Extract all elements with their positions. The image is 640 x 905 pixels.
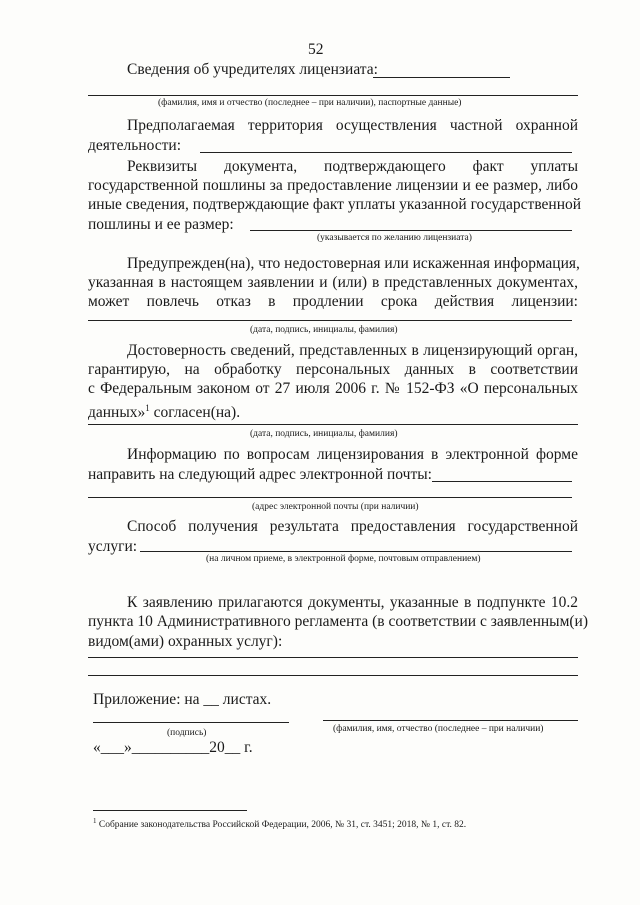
warning-caption: (дата, подпись, инициалы, фамилия)	[250, 325, 398, 335]
consent-caption: (дата, подпись, инициалы, фамилия)	[250, 429, 398, 439]
attached-input-line-2[interactable]	[88, 675, 578, 676]
consent-footnote-mark: 1	[145, 403, 150, 413]
consent-line-3: с Федеральным законом от 27 июля 2006 г. № 152-ФЗ «О персональных	[88, 380, 578, 397]
email-line-1: Информацию по вопросам лицензирования в электронной форме	[127, 446, 578, 463]
fee-caption: (указывается по желанию лицензиата)	[317, 233, 472, 243]
warning-line-1: Предупрежден(на), что недостоверная или искаженная информация,	[127, 255, 580, 272]
footnote-text: Собрание законодательства Российской Федерации, 2006, № 31, ст. 3451; 2018, № 1, ст. 82.	[96, 820, 467, 831]
attached-input-line-1[interactable]	[88, 657, 578, 658]
email-input-line[interactable]	[432, 481, 572, 482]
warning-signature-line[interactable]	[88, 320, 572, 321]
territory-input-line[interactable]	[200, 152, 572, 153]
result-caption: (на личном приеме, в электронной форме, почтовым отправлением)	[206, 554, 481, 564]
signature-line[interactable]	[93, 722, 289, 723]
page-number: 52	[308, 41, 324, 58]
consent-line-4-end: согласен(на).	[149, 404, 241, 422]
fee-line-3: иные сведения, подтверждающие факт уплаты указанной государственной	[88, 196, 582, 213]
warning-line-3: может повлечь отказ в продлении срока действия лицензии:	[88, 293, 578, 310]
fee-line-1: Реквизиты документа, подтверждающего факт уплаты	[127, 158, 578, 175]
date-field[interactable]: «___»__________20__ г.	[93, 739, 253, 756]
consent-line-2: гарантирую, на обработку персональных данных в соответствии	[88, 361, 578, 378]
founders-label: Сведения об учредителях лицензиата:	[127, 61, 378, 78]
fee-line-4: пошлины и ее размер:	[88, 216, 234, 233]
founders-input-line[interactable]	[373, 77, 510, 78]
attached-line-2: пункта 10 Административного регламента (в соответствии с заявленным(и)	[88, 613, 589, 630]
territory-line-2: деятельности:	[88, 137, 182, 154]
name-line[interactable]	[323, 720, 578, 721]
footnote-separator	[93, 810, 247, 811]
founders-caption: (фамилия, имя и отчество (последнее – при наличии), паспортные данные)	[158, 98, 462, 108]
name-caption: (фамилия, имя, отчество (последнее – при наличии)	[333, 724, 544, 734]
result-line-2: услуги:	[88, 538, 138, 555]
email-line-2: направить на следующий адрес электронной почты:	[88, 466, 432, 483]
appendix-label: Приложение: на __ листах.	[93, 691, 272, 708]
fee-input-line[interactable]	[250, 230, 572, 231]
consent-line-4	[88, 399, 240, 422]
result-input-line[interactable]	[140, 551, 572, 552]
footnote	[93, 815, 466, 831]
warning-line-2: указанная в настоящем заявлении и (или) в представленных документах,	[88, 274, 578, 291]
founders-full-line[interactable]	[88, 95, 578, 96]
fee-line-2: государственной пошлины за предоставление лицензии и ее размер, либо	[88, 177, 578, 194]
attached-line-3: видом(ами) охранных услуг):	[88, 633, 283, 650]
attached-line-1: К заявлению прилагаются документы, указанные в подпункте 10.2	[127, 594, 578, 611]
territory-line-1: Предполагаемая территория осуществления частной охранной	[127, 117, 578, 134]
result-line-1: Способ получения результата предоставления государственной	[127, 518, 578, 535]
consent-line-4-start: данных»	[88, 404, 146, 422]
footnote-mark: 1	[93, 817, 97, 825]
email-full-line[interactable]	[88, 497, 572, 498]
consent-signature-line[interactable]	[88, 424, 578, 425]
email-caption: (адрес электронной почты (при наличии)	[252, 502, 419, 512]
signature-caption: (подпись)	[167, 728, 207, 738]
consent-line-1: Достоверность сведений, представленных в лицензирующий орган,	[127, 342, 578, 359]
